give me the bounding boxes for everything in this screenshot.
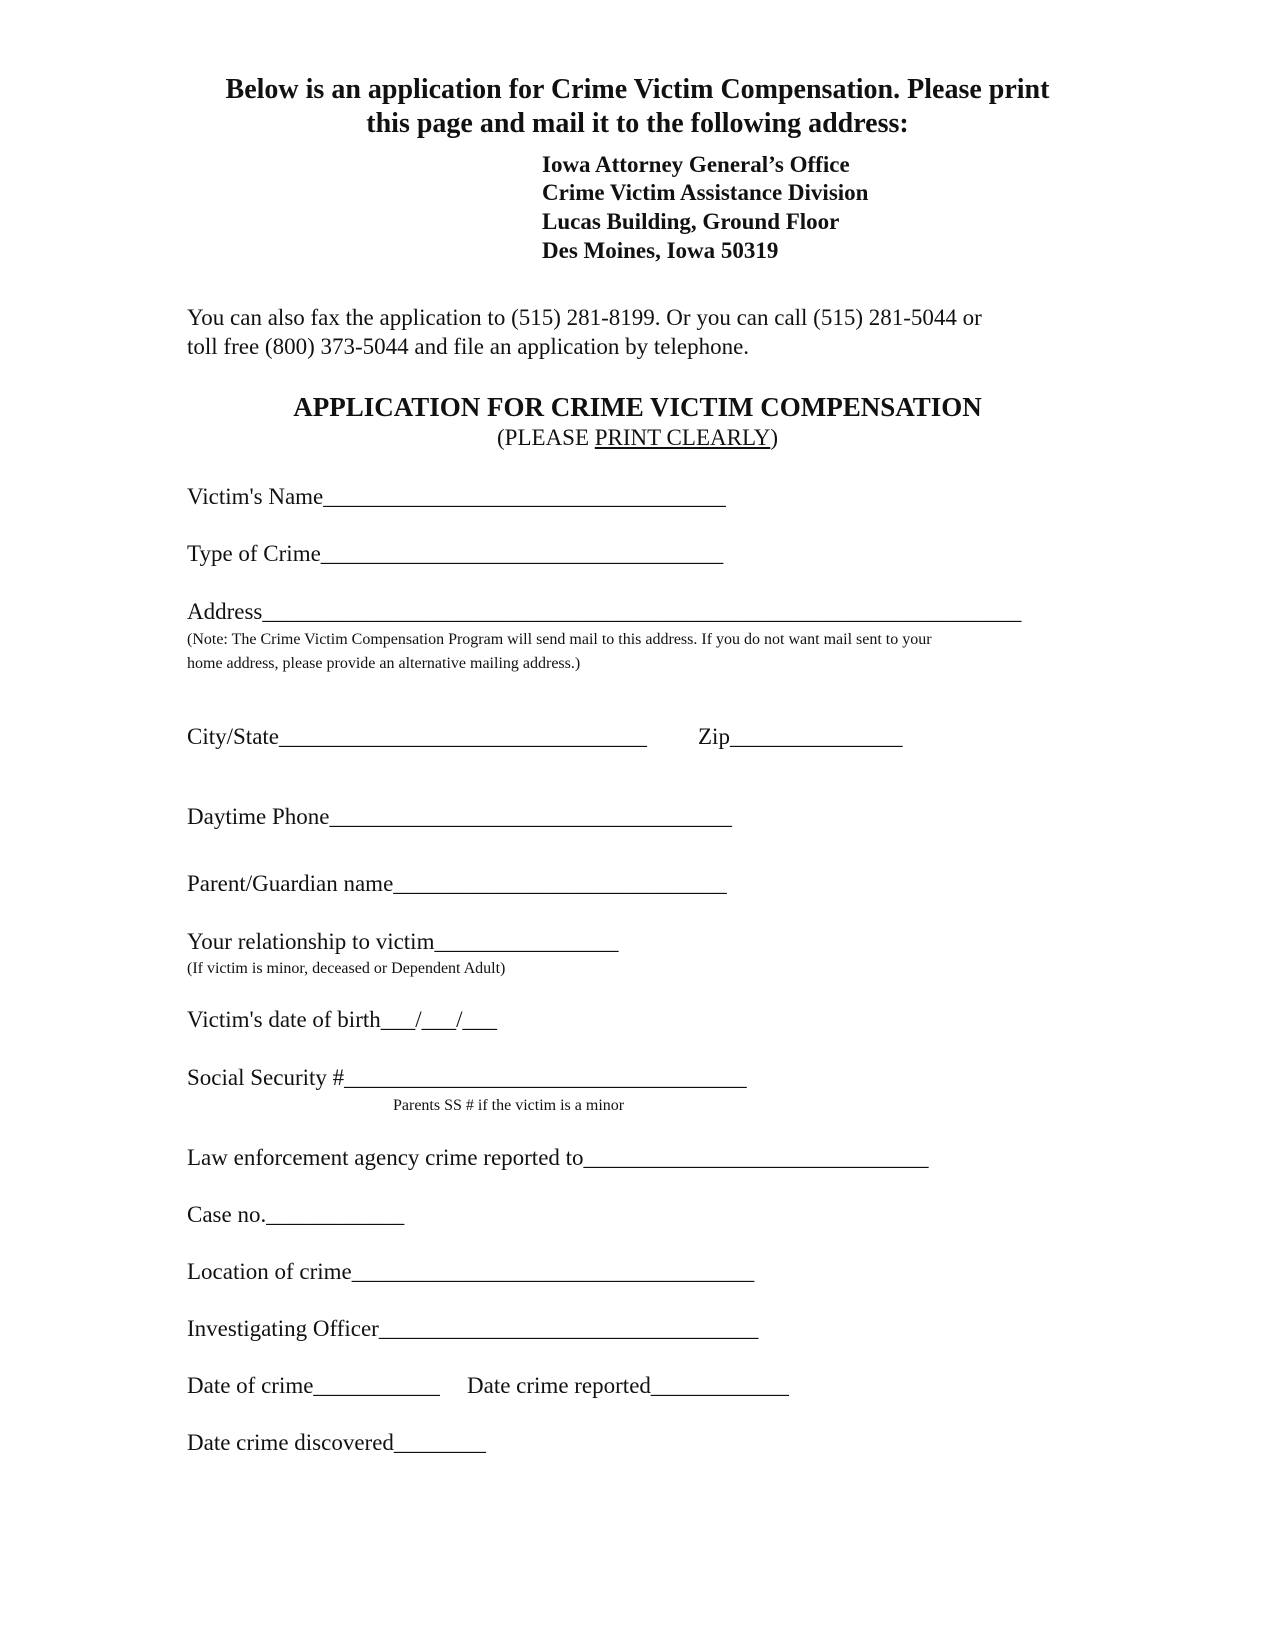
relationship-note: (If victim is minor, deceased or Dependent Adult) [187, 960, 506, 977]
intro-line-2: this page and mail it to the following address: [366, 108, 909, 139]
form-subtitle-open: (PLEASE [497, 425, 595, 450]
zip-field[interactable]: Zip_______________ [698, 724, 903, 749]
form-subtitle-emphasis: PRINT CLEARLY [594, 425, 771, 450]
fax-note-line-2: toll free (800) 373-5044 and file an application by telephone. [187, 334, 750, 359]
relationship-field[interactable]: Your relationship to victim________________ [187, 929, 619, 954]
victim-dob-field[interactable]: Victim's date of birth___/___/___ [187, 1007, 498, 1032]
social-security-field[interactable]: Social Security #___________________________________ [187, 1065, 747, 1090]
date-discovered-field[interactable]: Date crime discovered________ [187, 1430, 486, 1455]
daytime-phone-field[interactable]: Daytime Phone___________________________________ [187, 804, 732, 829]
address-note-line-2: home address, please provide an alternative mailing address.) [187, 655, 581, 672]
form-subtitle-close: ) [770, 425, 778, 450]
victims-name-field[interactable]: Victim's Name___________________________________ [187, 484, 726, 509]
intro-line-1: Below is an application for Crime Victim Compensation. Please print [225, 74, 1050, 105]
ssn-note: Parents SS # if the victim is a minor [393, 1097, 625, 1114]
type-of-crime-field[interactable]: Type of Crime___________________________________ [187, 541, 724, 566]
investigating-officer-field[interactable]: Investigating Officer_________________________________ [187, 1316, 759, 1341]
address-line-2: Crime Victim Assistance Division [542, 180, 869, 205]
case-no-field[interactable]: Case no.____________ [187, 1202, 405, 1227]
address-line-4: Des Moines, Iowa 50319 [542, 238, 779, 263]
date-of-crime-field[interactable]: Date of crime___________ [187, 1373, 440, 1398]
fax-note-line-1: You can also fax the application to (515) 281-8199. Or you can call (515) 281-5044 or [187, 305, 982, 330]
address-note-line-1: (Note: The Crime Victim Compensation Program will send mail to this address. If you do not want mail sent to your [187, 631, 932, 648]
address-field[interactable]: Address__________________________________________________________________ [187, 599, 1022, 624]
address-line-1: Iowa Attorney General’s Office [542, 152, 850, 177]
address-line-3: Lucas Building, Ground Floor [542, 209, 840, 234]
form-title: APPLICATION FOR CRIME VICTIM COMPENSATION [293, 392, 982, 422]
location-of-crime-field[interactable]: Location of crime___________________________________ [187, 1259, 755, 1284]
parent-guardian-field[interactable]: Parent/Guardian name_____________________________ [187, 871, 727, 896]
date-reported-field[interactable]: Date crime reported____________ [467, 1373, 789, 1398]
city-state-field[interactable]: City/State________________________________ [187, 724, 647, 749]
form-subtitle [0, 425, 1275, 451]
law-enforcement-field[interactable]: Law enforcement agency crime reported to______________________________ [187, 1145, 929, 1170]
